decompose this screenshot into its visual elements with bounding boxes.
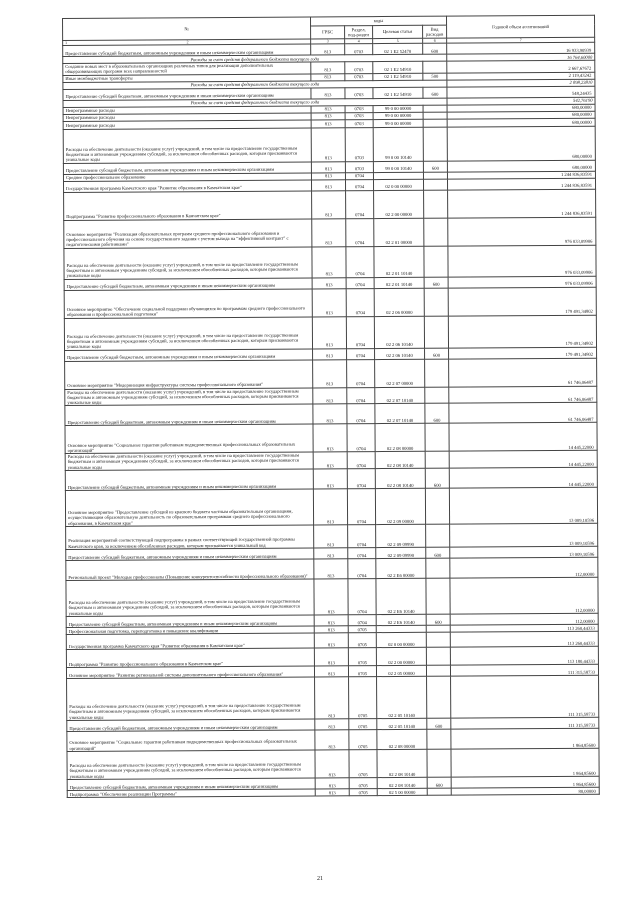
row-vid: [423, 179, 447, 190]
row-name: Расходы на обеспечение деятельности (оказание услуг) учреждений, в том числе на предоставление государственным бюджетным и автономным учреждениям субсидий, за исключением обособленных расходов, которым присваиваются уникальные коды: [65, 452, 313, 470]
row-amount: 680,00000: [447, 126, 595, 161]
row-grbs: 813: [311, 87, 345, 98]
row-name: Предоставление субсидий бюджетным, автономным учреждениям и иным некоммерческим организациям: [65, 404, 313, 426]
row-vid: [425, 423, 449, 451]
row-grbs: 813: [313, 489, 347, 525]
row-amount: 680,00000: [447, 111, 595, 119]
row-amount: 112,00000: [450, 557, 598, 578]
row-target: 02 2 01 10140: [374, 246, 424, 277]
row-amount: 976 033,09906: [448, 276, 596, 288]
row-target: 02 0 00 00000: [376, 632, 426, 647]
row-grbs: 813: [311, 105, 345, 112]
row-grbs: 813: [311, 112, 345, 119]
row-vid: [424, 218, 448, 246]
row-vid: [426, 558, 450, 578]
row-amount: 1 244 836,83591: [448, 189, 596, 218]
row-name: Непрограммные расходы: [63, 106, 311, 115]
row-grbs: 813: [313, 359, 347, 387]
row-razdel: 0704: [347, 488, 375, 524]
row-razdel: 0704: [347, 387, 375, 404]
row-amount: 2 119,43242: [447, 72, 595, 80]
row-grbs: 813: [312, 316, 346, 348]
header-no: №: [63, 17, 311, 41]
row-target: 02 2 08 10140: [375, 468, 425, 488]
row-name: Предоставление субсидий бюджетным, автономным учреждениям и иным некоммерческим организациям: [63, 88, 311, 101]
row-name: Расходы на обеспечение деятельности (оказание услуг) учреждений, в том числе на предоставление государственным бюджетным и автономным учреждениям субсидий, за исключением обособленных расходов, которым присваиваются уникальные коды: [64, 317, 312, 351]
row-vid: [425, 359, 449, 387]
header-codes: коды: [310, 16, 446, 26]
row-razdel: 0704: [346, 316, 374, 348]
col-num-4: 4: [345, 39, 373, 44]
row-amount: 113 180,44333: [450, 646, 598, 665]
row-razdel: 0705: [349, 729, 377, 749]
row-name: Основное мероприятие "Модернизация инфраструктуры системы профессионального образования": [65, 360, 313, 390]
row-vid: [427, 788, 451, 795]
row-razdel: 0703: [345, 112, 373, 119]
table-row: [64, 189, 596, 220]
row-vid: 600: [425, 468, 449, 488]
row-razdel: 0704: [348, 614, 376, 625]
row-name: Создание новых мест в образовательных организациях различных типов для реализации дополнительных общеразвивающих программ всех направленностей: [63, 62, 311, 75]
row-razdel: 0704: [346, 288, 374, 316]
row-vid: 600: [423, 161, 447, 172]
row-amount: 61 746,06487: [449, 386, 597, 404]
row-target: 02 2 07 10140: [375, 404, 425, 424]
row-name: Непрограммные расходы: [63, 113, 311, 122]
row-razdel: 0705: [349, 788, 377, 795]
row-razdel: 0703: [345, 127, 373, 161]
row-grbs: 813: [314, 548, 348, 559]
row-grbs: 813: [313, 469, 347, 489]
row-target: 02 2 01 00000: [374, 218, 424, 246]
row-amount: 111 315,58733: [451, 717, 599, 729]
table-row: [63, 126, 595, 163]
row-vid: 600: [427, 718, 451, 729]
row-name: Основное мероприятие "Обеспечение социальной поддержки обучающихся по программам среднего профессионального образования и профессиональной подготовки": [64, 289, 312, 319]
header-razdel: Раздел, под-раздел: [345, 26, 373, 39]
row-razdel: 0704: [347, 468, 375, 488]
table-row: [65, 422, 597, 453]
row-target: 02 2 07 00000: [375, 359, 425, 387]
row-vid: [427, 749, 451, 777]
row-razdel: 0703: [345, 73, 373, 80]
row-name: Расходы на обеспечение деятельности (оказание услуг) учреждений, в том числе на предоставление государственным бюджетным и автономным учреждениям субсидий, за исключением обособленных расходов, которым присваиваются уникальные коды: [67, 677, 315, 721]
row-target: 02 2 09 09990: [376, 524, 426, 547]
row-target: 02 2 00 00000: [376, 647, 426, 665]
row-grbs: 813: [311, 73, 345, 80]
row-name: Иные межбюджетные трансферты: [63, 74, 311, 83]
row-razdel: 0704: [348, 547, 376, 558]
row-target: 02 2 07 10140: [375, 387, 425, 404]
row-name: Профессиональная подготовка, переподготовка и повышение квалификации: [66, 626, 314, 635]
row-grbs: 813: [315, 719, 349, 730]
row-target: 02 1 Е2 54910: [373, 62, 423, 74]
col-num-6: 6: [423, 38, 447, 43]
row-amount: 14 445,22000: [449, 450, 597, 468]
row-amount: 179 491,34802: [448, 315, 596, 348]
row-target: 02 2 08 00000: [377, 729, 427, 749]
row-target: 02 2 01 10140: [374, 277, 424, 288]
row-grbs: 813: [311, 161, 345, 172]
row-name: Основное мероприятие "Социальные гарантии работникам подведомственных профессиональных образовательных организаций": [67, 730, 315, 752]
row-amount: 14 445,22000: [449, 422, 597, 451]
row-target: 99 0 00 00000: [373, 112, 423, 119]
budget-table: [62, 15, 600, 798]
subline-label: Расходы за счет средств федерального бюджета текущего года: [63, 54, 447, 63]
row-name: Предоставление субсидий бюджетным, автономным учреждениям и иным некоммерческим организациям: [66, 615, 314, 628]
row-grbs: 813: [313, 424, 347, 452]
table-row: [67, 675, 599, 720]
row-name: Непрограммные расходы: [63, 120, 311, 130]
row-amount: 111 315,58733: [451, 675, 599, 718]
row-razdel: 0704: [347, 348, 375, 359]
row-razdel: 0704: [348, 558, 376, 578]
row-vid: [426, 578, 450, 614]
row-amount: 1 864,85600: [451, 748, 599, 777]
row-razdel: 0704: [348, 524, 376, 547]
row-grbs: 813: [314, 633, 348, 648]
table-row: [67, 748, 599, 779]
row-razdel: 0704: [347, 404, 375, 424]
row-name: Реализация мероприятий соответствующей подпрограммы в рамках соответствующей государственной программы Камчатского края, за исключением обособленных расходов, которым присваивается уникальный код: [66, 525, 314, 550]
row-name: Предоставление субсидий бюджетным, автономным учреждениям и иным некоммерческим организациям: [67, 778, 315, 791]
row-name: Среднее профессиональное образование: [63, 173, 311, 182]
col-num-2: 2: [186, 40, 189, 45]
row-grbs: 813: [314, 648, 348, 666]
row-target: 02 2 06 10140: [374, 316, 424, 348]
row-razdel: 0704: [347, 424, 375, 452]
row-razdel: 0705: [349, 777, 377, 788]
row-amount: 1 244 836,83591: [447, 171, 595, 179]
row-amount: 13 009,10596: [450, 546, 598, 558]
row-vid: 600: [426, 547, 450, 558]
table-row: [64, 217, 596, 248]
row-razdel: 0704: [348, 578, 376, 614]
row-grbs: 813: [314, 615, 348, 626]
row-vid: 600: [423, 43, 447, 54]
row-amount: 111 315,58733: [450, 664, 598, 676]
row-name: Основное мероприятие "Реализация образовательных программ среднего профессионального образования и профессионального обучения на основе государственного задания с учетом выхода на "эффективный контракт" с педагогическими работниками": [64, 219, 312, 249]
col-num-5: 5: [373, 38, 423, 44]
row-vid: [426, 524, 450, 547]
row-vid: 600: [423, 87, 447, 98]
row-vid: 600: [426, 614, 450, 625]
row-grbs: 813: [311, 172, 345, 179]
row-amount: 680,00000: [447, 104, 595, 112]
row-razdel: 0705: [349, 749, 377, 777]
row-grbs: 813: [315, 750, 349, 778]
row-vid: [424, 190, 448, 218]
row-vid: [426, 647, 450, 665]
row-amount: 14 445,22000: [449, 467, 597, 488]
budget-table-body: [63, 42, 600, 797]
row-razdel: 0703: [345, 119, 373, 127]
row-name: Подпрограмма "Развитие профессионального образования в Камчатском крае": [66, 648, 314, 668]
row-amount: 179 491,34802: [448, 287, 596, 316]
row-amount: 61 746,06487: [449, 358, 597, 387]
subline-label: Расходы за счет средств федерального бюджета текущего года: [63, 98, 447, 107]
row-amount: 112,00000: [450, 613, 598, 625]
row-target: 02 2 00 00000: [374, 190, 424, 218]
row-amount: 548,24435: [447, 86, 595, 98]
row-vid: [425, 451, 449, 468]
row-target: 02 0 00 00000: [373, 179, 423, 190]
row-name: Предоставление субсидий бюджетным, автономным учреждениям и иным некоммерческим организациям: [64, 278, 312, 291]
row-vid: [426, 665, 450, 676]
subline-label: Расходы за счет средств федерального бюджета текущего года: [63, 80, 447, 89]
page-number: 21: [317, 876, 323, 882]
row-name: Расходы на обеспечение деятельности (оказание услуг) учреждений, в том числе на предоставление государственным бюджетным и автономным учреждениям субсидий, за исключением обособленных расходов, которым присваиваются уникальные коды: [67, 750, 315, 780]
row-target: 02 2 06 10140: [375, 348, 425, 359]
row-grbs: 813: [314, 666, 348, 677]
row-grbs: 813: [315, 778, 349, 789]
row-grbs: 813: [312, 288, 346, 316]
row-razdel: 0705: [349, 718, 377, 729]
row-razdel: 0704: [345, 179, 373, 190]
row-target: 02 2 05 10140: [377, 718, 427, 729]
row-target: 02 2 08 10140: [375, 452, 425, 469]
row-amount: 13 009,10596: [450, 523, 598, 547]
row-target: 99 0 00 10140: [373, 161, 423, 172]
row-razdel: 0703: [345, 44, 373, 55]
row-razdel: 0703: [345, 87, 373, 98]
row-amount: 976 033,09906: [448, 245, 596, 277]
row-name: Основное мероприятие "Развитие региональной системы дополнительного профессионального образования": [66, 666, 314, 679]
row-razdel: 0703: [345, 161, 373, 172]
row-razdel: 0704: [346, 277, 374, 288]
row-target: 02 2 05 00000: [376, 665, 426, 676]
budget-table-sheet: [62, 15, 599, 798]
row-target: 02 2 08 00000: [375, 424, 425, 452]
row-name: Расходы на обеспечение деятельности (оказание услуг) учреждений, в том числе на предоставление государственным бюджетным и автономным учреждениям субсидий, за исключением обособленных расходов, которым присваиваются уникальные коды: [65, 388, 313, 406]
row-name: Предоставление субсидий бюджетным, автономным учреждениям и иным некоммерческим организациям: [65, 349, 313, 362]
row-grbs: 813: [313, 452, 347, 469]
row-name: Государственная программа Камчатского края "Развитие образования в Камчатском крае": [66, 633, 314, 650]
row-amount: 2 667,67672: [447, 60, 595, 72]
header-grbs: ГРБС: [311, 26, 345, 39]
row-target: 02 2 09 00000: [375, 488, 425, 524]
row-grbs: 813: [314, 559, 348, 579]
row-target: 02 1 Е2 52470: [373, 44, 423, 55]
col-num-3: 3: [311, 39, 345, 44]
row-grbs: 813: [311, 62, 345, 74]
table-row: [65, 487, 597, 526]
row-vid: 600: [427, 777, 451, 788]
row-name: Государственная программа Камчатского края "Развитие образования в Камчатском крае": [63, 180, 311, 193]
col-num-7: 7: [447, 37, 595, 43]
row-target: 02 2 Е6 10140: [376, 614, 426, 625]
table-row: [64, 315, 596, 350]
row-target: 02 1 Е2 54910: [373, 73, 423, 80]
row-amount: 1 864,85600: [451, 728, 599, 749]
col-num-1: 1: [65, 40, 68, 45]
row-razdel: 0703: [345, 62, 373, 74]
row-name: Предоставление субсидий бюджетным, автономным учреждениям и иным некоммерческим организациям: [63, 162, 311, 175]
row-grbs: 813: [313, 387, 347, 404]
row-razdel: 0705: [348, 665, 376, 676]
row-razdel: 0704: [345, 172, 373, 179]
row-vid: [424, 246, 448, 277]
row-name: Предоставление субсидий бюджетным, автономным учреждениям и иным некоммерческим организациям: [66, 548, 314, 561]
row-vid: [423, 127, 447, 161]
row-target: 02 2 06 00000: [374, 288, 424, 316]
row-grbs: 813: [314, 579, 348, 615]
row-grbs: 813: [315, 677, 349, 719]
row-razdel: 0704: [346, 246, 374, 277]
table-row: [64, 287, 596, 318]
row-target: 02 2 09 09990: [376, 547, 426, 558]
row-vid: [423, 119, 447, 127]
row-vid: [423, 61, 447, 73]
row-vid: [427, 729, 451, 749]
table-row: [66, 577, 598, 616]
row-amount: 1 864,85600: [451, 776, 599, 788]
row-vid: [424, 316, 448, 348]
header-amount: Годовой объем ассигнований: [447, 15, 595, 38]
row-vid: 600: [424, 277, 448, 288]
table-row: [65, 358, 597, 389]
row-vid: [425, 488, 449, 524]
row-razdel: 0704: [346, 218, 374, 246]
header-target: Целевая статья: [373, 25, 423, 38]
header-vid: Вид расходов: [423, 25, 447, 38]
row-vid: 600: [425, 348, 449, 359]
row-amount: 112,00000: [450, 577, 598, 614]
row-grbs: 813: [311, 119, 345, 127]
row-target: 99 0 00 10140: [373, 127, 423, 161]
row-razdel: 0704: [347, 359, 375, 387]
row-razdel: 0704: [346, 190, 374, 218]
row-grbs: 813: [314, 525, 348, 548]
row-grbs: 813: [315, 789, 349, 796]
row-name: Предоставление субсидий бюджетным, автономным учреждениям и иным некоммерческим организациям: [67, 719, 315, 732]
table-row: [64, 245, 596, 279]
row-amount: 13 009,10596: [449, 487, 597, 524]
row-razdel: 0705: [349, 676, 377, 718]
row-grbs: 813: [312, 190, 346, 218]
row-amount: 680,00000: [447, 118, 595, 127]
row-razdel: 0704: [347, 452, 375, 469]
row-name: Региональный проект "Молодые профессионалы (Повышение конкурентоспособности профессионального образования)": [66, 559, 314, 581]
row-grbs: 813: [313, 404, 347, 424]
row-vid: 600: [425, 403, 449, 423]
row-grbs: 813: [312, 277, 346, 288]
row-name: Предоставление субсидий бюджетным, автономным учреждениям и иным некоммерческим организациям: [65, 469, 313, 491]
row-vid: [425, 387, 449, 404]
row-vid: [424, 288, 448, 316]
row-grbs: 813: [314, 626, 348, 633]
row-grbs: 813: [311, 179, 345, 190]
row-target: 02 2 Е6 00000: [376, 558, 426, 578]
row-razdel: 0705: [348, 647, 376, 665]
row-name: Подпрограмма "Развитие профессионального образования в Камчатском крае": [64, 191, 312, 221]
row-grbs: 813: [315, 730, 349, 750]
row-name: Расходы на обеспечение деятельности (оказание услуг) учреждений, в том числе на предоставление государственным бюджетным и автономным учреждениям субсидий, за исключением обособленных расходов, которым присваиваются уникальные коды: [63, 128, 311, 164]
row-grbs: 813: [311, 44, 345, 55]
subline-amount: 2 098,23810: [447, 79, 595, 87]
row-amount: 16 933,90939: [447, 42, 595, 54]
row-grbs: 813: [312, 218, 346, 246]
row-razdel: 0705: [348, 625, 376, 632]
row-razdel: 0703: [345, 105, 373, 112]
row-target: 02 2 Е6 10140: [376, 578, 426, 614]
row-target: 02 2 08 10140: [377, 777, 427, 788]
row-name: Расходы на обеспечение деятельности (оказание услуг) учреждений, в том числе на предоставление государственным бюджетным и автономным учреждениям субсидий, за исключением обособленных расходов, которым присваиваются уникальные коды: [64, 247, 312, 280]
row-amount: 179 491,34802: [449, 347, 597, 359]
row-grbs: 813: [313, 348, 347, 359]
table-row: [66, 523, 598, 549]
row-target: 02 2 08 10140: [377, 749, 427, 777]
row-amount: 680,00000: [447, 160, 595, 172]
row-grbs: 813: [312, 246, 346, 277]
row-grbs: 813: [311, 127, 345, 161]
row-target: 02 2 05 10140: [377, 676, 427, 718]
row-vid: [427, 676, 451, 718]
subline-amount: 542,76190: [447, 97, 595, 105]
row-razdel: 0705: [348, 632, 376, 647]
subline-amount: 16 764,60000: [447, 53, 595, 61]
row-name: Основное мероприятие "Социальные гарантии работникам подведомственных профессиональных образовательных организаций": [65, 424, 313, 454]
row-name: Предоставление субсидий бюджетным, автономным учреждениям и иным некоммерческим организациям: [63, 44, 311, 57]
row-amount: 61 746,06487: [449, 402, 597, 423]
row-target: 02 1 Е2 54910: [373, 87, 423, 98]
row-name: Расходы на обеспечение деятельности (оказание услуг) учреждений, в том числе на предоставление государственным бюджетным и автономным учреждениям субсидий, за исключением обособленных расходов, которым присваиваются уникальные коды: [66, 579, 314, 617]
row-name: Подпрограмма "Обеспечение реализации Программы": [67, 789, 315, 798]
row-amount: 113 260,44333: [450, 631, 598, 647]
row-target: 99 0 00 00000: [373, 105, 423, 112]
row-target: 02 5 00 00000: [377, 788, 427, 795]
row-name: Основное мероприятие "Предоставление субсидий из краевого бюджета частным образовательным организациям, осуществляющим образовательную деятельность по образовательным программам среднего профессионального образования, в Камчатском крае": [65, 489, 313, 527]
row-amount: 80,00000: [451, 787, 599, 795]
row-amount: 1 244 836,83591: [448, 178, 596, 190]
row-amount: 113 260,44333: [450, 624, 598, 632]
row-target: 99 0 00 00000: [373, 119, 423, 127]
row-vid: [426, 632, 450, 647]
row-vid: 500: [423, 73, 447, 80]
row-amount: 976 033,09906: [448, 217, 596, 246]
